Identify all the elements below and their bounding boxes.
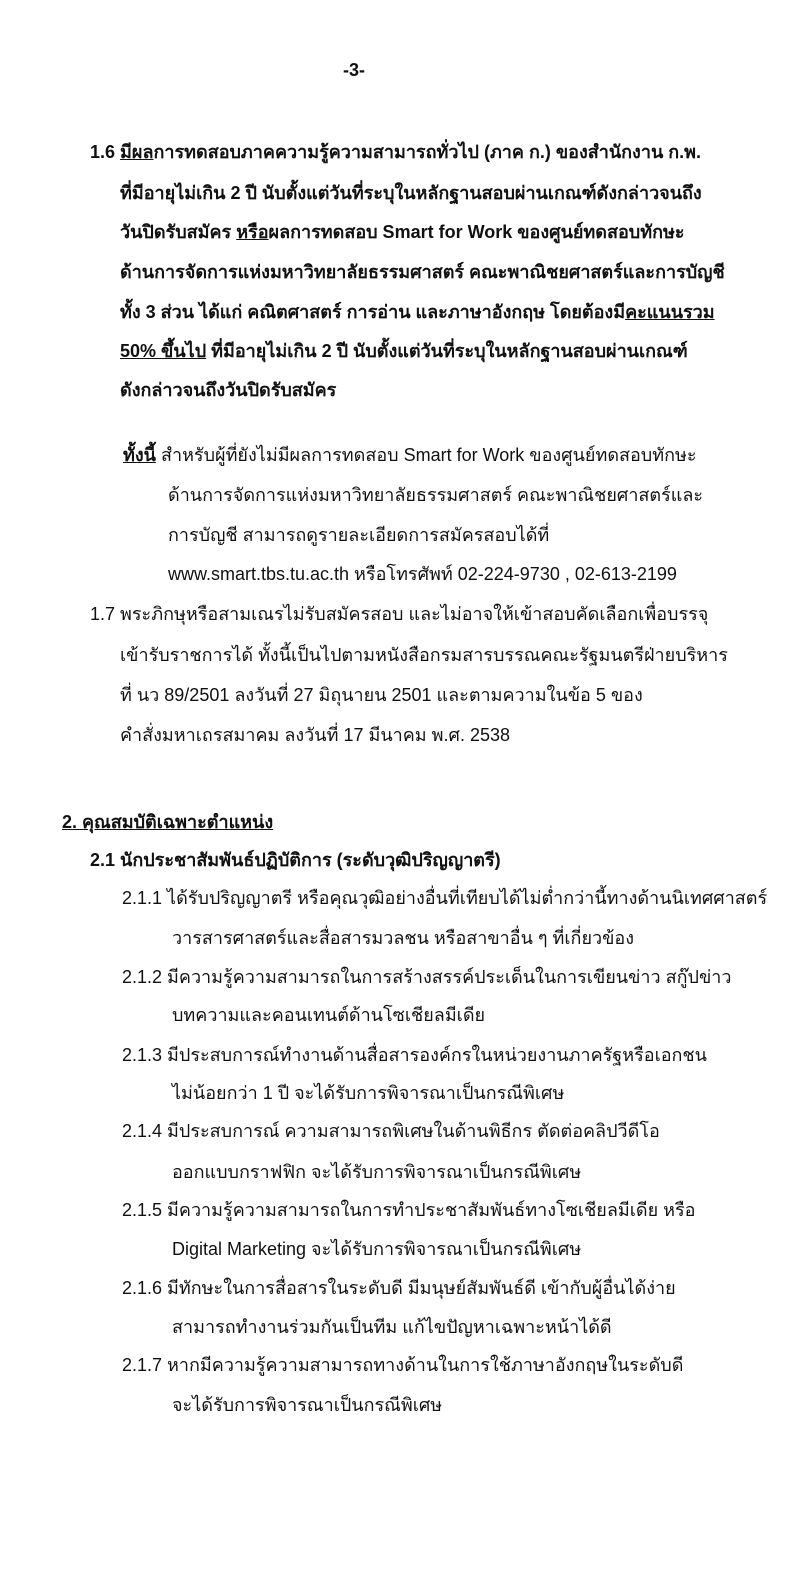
underlined-text: 50% ขึ้นไป [120, 341, 207, 361]
text-line-1-6-line-7 [120, 378, 336, 402]
text-line-section-2-heading [62, 810, 273, 834]
text-segment: ที่มีอายุไม่เกิน 2 ปี นับตั้งแต่วันที่ระบุในหลักฐานสอบผ่านเกณฑ์ดังกล่าวจนถึง [120, 183, 702, 203]
text-segment: วันปิดรับสมัคร [120, 222, 237, 242]
text-segment: 2.1.7 หากมีความรู้ความสามารถทางด้านในการใช้ภาษาอังกฤษในระดับดี [122, 1355, 684, 1375]
text-line-2-1-2-line-1 [122, 965, 731, 989]
text-segment: ผลการทดสอบ Smart for Work ของศูนย์ทดสอบทักษะ [268, 222, 685, 242]
underlined-text: มีผล [120, 142, 154, 162]
text-line-2-1-2-line-2 [172, 1003, 485, 1027]
text-segment: ดังกล่าวจนถึงวันปิดรับสมัคร [120, 380, 337, 400]
text-segment: 2.1.2 มีความรู้ความสามารถในการสร้างสรรค์ประเด็นในการเขียนข่าว สกู๊ปข่าว [122, 967, 732, 987]
text-segment: สำหรับผู้ที่ยังไม่มีผลการทดสอบ Smart for Work ของศูนย์ทดสอบทักษะ [155, 445, 697, 465]
text-line-2-1-3-line-1 [122, 1043, 707, 1067]
text-segment: ที่ นว 89/2501 ลงวันที่ 27 มิถุนายน 2501 และตามความในข้อ 5 ของ [120, 685, 643, 705]
text-line-2-1-1-line-2 [172, 926, 634, 950]
text-segment: 2.1.1 ได้รับปริญญาตรี หรือคุณวุฒิอย่างอื่นที่เทียบได้ไม่ต่ำกว่านี้ทางด้านนิเทศศาสตร์ [122, 888, 768, 908]
text-line-2-1-5-line-1 [122, 1198, 695, 1222]
text-segment: ออกแบบกราฟฟิก จะได้รับการพิจารณาเป็นกรณีพิเศษ [172, 1162, 582, 1182]
text-line-note-line-3 [168, 523, 549, 547]
text-segment: 2.1.6 มีทักษะในการสื่อสารในระดับดี มีมนุษย์สัมพันธ์ดี เข้ากับผู้อื่นได้ง่าย [122, 1278, 676, 1298]
text-segment: ด้านการจัดการแห่งมหาวิทยาลัยธรรมศาสตร์ คณะพาณิชยศาสตร์และการบัญชี [120, 262, 725, 282]
underlined-text: คะแนนรวม [625, 302, 715, 322]
text-segment: วารสารศาสตร์และสื่อสารมวลชน หรือสาขาอื่น ๆ ที่เกี่ยวข้อง [172, 928, 635, 948]
text-segment: 1.7 พระภิกษุหรือสามเณรไม่รับสมัครสอบ และไม่อาจให้เข้าสอบคัดเลือกเพื่อบรรจุ [90, 604, 709, 624]
text-line-1-6-line-3 [120, 220, 685, 244]
text-segment: จะได้รับการพิจารณาเป็นกรณีพิเศษ [172, 1395, 443, 1415]
text-segment: ทั้ง 3 ส่วน ได้แก่ คณิตศาสตร์ การอ่าน และภาษาอังกฤษ โดยต้องมี [120, 302, 626, 322]
text-line-note-line-4 [168, 562, 677, 586]
text-segment: บทความและคอนเทนต์ด้านโซเชียลมีเดีย [172, 1005, 486, 1025]
text-line-note-line-2 [168, 483, 703, 507]
text-line-note-line-1 [123, 443, 697, 467]
text-segment: www.smart.tbs.tu.ac.th หรือโทรศัพท์ 02-224-9730 , 02-613-2199 [168, 564, 677, 584]
text-segment: สามารถทำงานร่วมกันเป็นทีม แก้ไขปัญหาเฉพาะหน้าได้ดี [172, 1317, 612, 1337]
text-segment: 2.1.3 มีประสบการณ์ทำงานด้านสื่อสารองค์กรในหน่วยงานภาครัฐหรือเอกชน [122, 1045, 707, 1065]
text-segment: 1.6 [90, 142, 121, 162]
text-segment: 2.1.4 มีประสบการณ์ ความสามารถพิเศษในด้านพิธีกร ตัดต่อคลิปวีดีโอ [122, 1121, 660, 1141]
text-segment: 2.1.5 มีความรู้ความสามารถในการทำประชาสัมพันธ์ทางโซเชียลมีเดีย หรือ [122, 1200, 696, 1220]
text-segment: ที่มีอายุไม่เกิน 2 ปี นับตั้งแต่วันที่ระบุในหลักฐานสอบผ่านเกณฑ์ [206, 341, 688, 361]
underlined-text: 2. คุณสมบัติเฉพาะตำแหน่ง [62, 812, 274, 832]
text-line-1-6-line-5 [120, 300, 715, 324]
text-line-1-7-line-3 [120, 683, 643, 707]
text-line-1-6-line-4 [120, 260, 725, 284]
text-line-2-1-1-line-1 [122, 886, 767, 910]
text-line-2-1-7-line-2 [172, 1393, 442, 1417]
text-line-1-7-line-1 [90, 602, 708, 626]
text-line-2-1-3-line-2 [172, 1081, 564, 1105]
text-segment: Digital Marketing จะได้รับการพิจารณาเป็นกรณีพิเศษ [172, 1239, 582, 1259]
text-segment: คำสั่งมหาเถรสมาคม ลงวันที่ 17 มีนาคม พ.ศ. 2538 [120, 725, 510, 745]
text-segment: ไม่น้อยกว่า 1 ปี จะได้รับการพิจารณาเป็นกรณีพิเศษ [172, 1083, 565, 1103]
text-line-2-1-4-line-2 [172, 1160, 581, 1184]
text-line-2-1-heading [90, 848, 501, 872]
text-line-1-6-line-2 [120, 181, 702, 205]
text-segment: การทดสอบภาคความรู้ความสามารถทั่วไป (ภาค ก.) ของสำนักงาน ก.พ. [153, 142, 702, 162]
text-line-1-6-line-6 [120, 339, 688, 363]
underlined-text: หรือ [236, 222, 269, 242]
text-line-2-1-5-line-2 [172, 1237, 581, 1261]
text-line-1-7-line-2 [120, 643, 728, 667]
text-segment: เข้ารับราชการได้ ทั้งนี้เป็นไปตามหนังสือกรมสารบรรณคณะรัฐมนตรีฝ่ายบริหาร [120, 645, 728, 665]
text-segment: การบัญชี สามารถดูรายละเอียดการสมัครสอบได้ที่ [168, 525, 550, 545]
text-line-2-1-7-line-1 [122, 1353, 683, 1377]
text-line-2-1-6-line-1 [122, 1276, 676, 1300]
text-line-1-7-line-4 [120, 723, 510, 747]
text-line-2-1-4-line-1 [122, 1119, 660, 1143]
text-segment: 2.1 นักประชาสัมพันธ์ปฏิบัติการ (ระดับวุฒิปริญญาตรี) [90, 850, 501, 870]
page-number: -3- [343, 60, 365, 80]
text-line-1-6-line-1 [90, 140, 701, 164]
text-segment: ด้านการจัดการแห่งมหาวิทยาลัยธรรมศาสตร์ คณะพาณิชยศาสตร์และ [168, 485, 704, 505]
text-line-2-1-6-line-2 [172, 1315, 612, 1339]
underlined-text: ทั้งนี้ [123, 445, 156, 465]
